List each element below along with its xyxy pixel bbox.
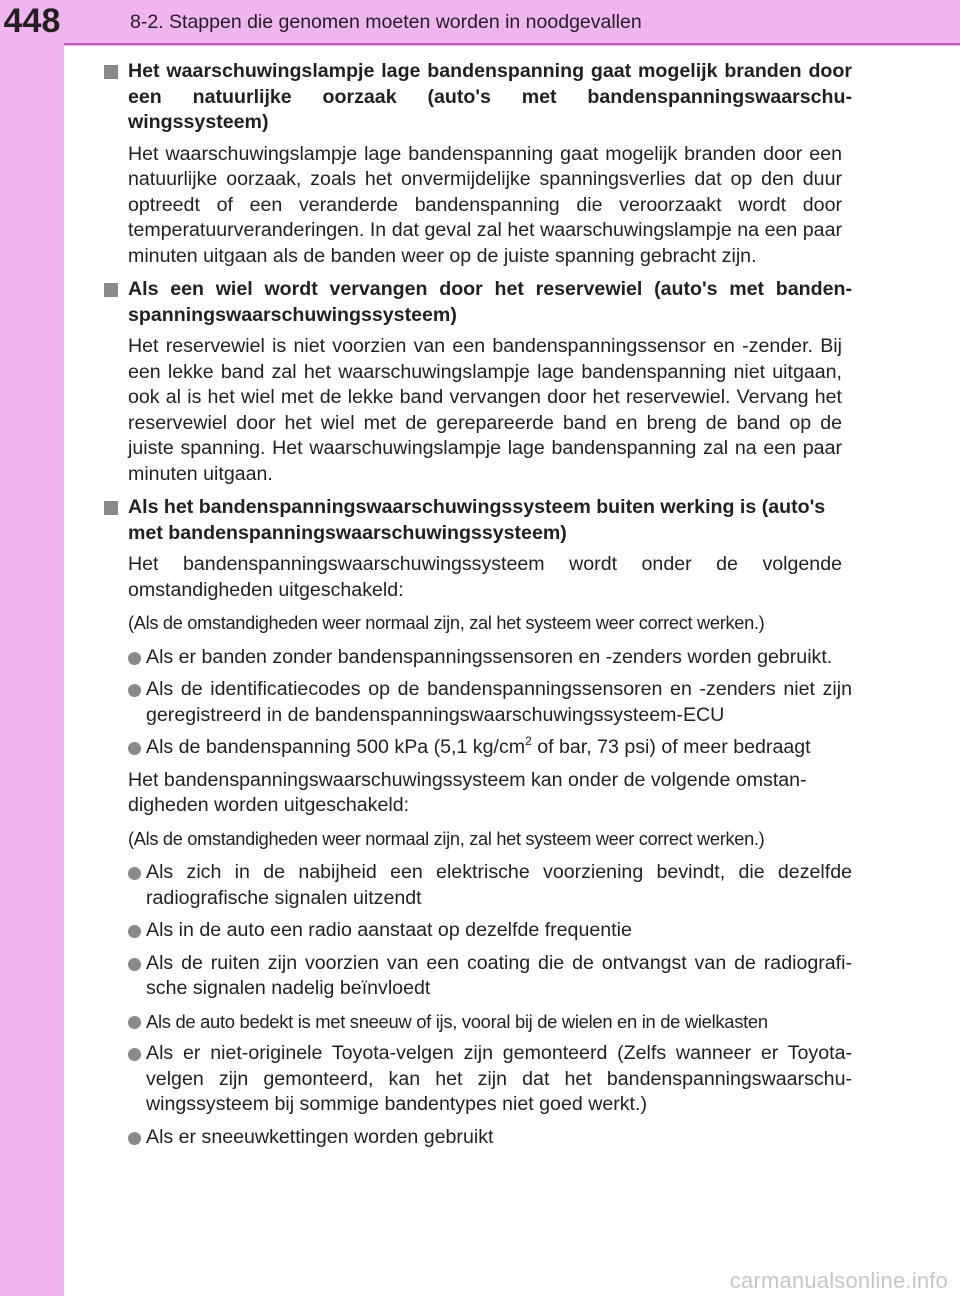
list-item: Als de ruiten zijn voorzien van een coating die de ontvangst van de radiografi-sche signalen nadelig beïnvloedt	[128, 951, 852, 1002]
list-item: Als de auto bedekt is met sneeuw of ijs, vooral bij de wielen en in de wielkasten	[128, 1009, 852, 1035]
watermark: carmanualsonline.info	[729, 1268, 948, 1293]
list-item: Als de bandenspanning 500 kPa (5,1 $kg/cm^2$ of bar, 73 psi) of meer bedraagt	[128, 735, 852, 761]
round-bullet-icon	[128, 867, 141, 880]
section-heading: Het waarschuwingslampje lage bandenspanning gaat mogelijk branden door een natuurlijke oorzaak (auto's met bandenspanningswaarschu-wingssysteem)	[104, 59, 852, 136]
section-note: (Als de omstandigheden weer normaal zijn, zal het systeem weer correct werken.)	[128, 828, 765, 849]
section-note: (Als de omstandigheden weer normaal zijn, zal het systeem weer correct werken.)	[128, 613, 765, 633]
round-bullet-icon	[128, 1016, 141, 1029]
round-bullet-icon	[128, 1132, 141, 1145]
page-number: 448	[3, 2, 61, 40]
list-item: Als zich in de nabijheid een elektrische voorziening bevindt, die dezelfde radiografische signalen uitzendt	[128, 860, 852, 911]
section-heading: Als het bandenspanningswaarschuwingssysteem buiten werking is (auto's met bandenspanningswaarschuwingssysteem)	[104, 495, 852, 546]
sidebar-tab	[0, 0, 64, 1296]
square-bullet-icon	[104, 283, 118, 297]
list-item: Als er banden zonder bandenspanningssensoren en -zenders worden gebruikt.	[128, 645, 852, 671]
list-item: Als er sneeuwkettingen worden gebruikt	[128, 1125, 852, 1151]
section-intro: Het bandenspanningswaarschuwingssysteem wordt onder de volgende omstandigheden uitgeschakeld:	[128, 553, 842, 601]
round-bullet-icon	[128, 652, 141, 665]
round-bullet-icon	[128, 684, 141, 697]
section-body: Het reservewiel is niet voorzien van een bandenspanningssensor en -zender. Bij een lekke band zal het waarschuwingslampje lage bandenspanning niet uitgaan, ook al is het wiel met de lekke band vervangen door het reservewiel. Vervang het reservewiel door het wiel met de gerepareerde band en breng de band op de juiste spanning. Het waarschuwingslampje lage bandenspanning zal na een paar minuten uitgaan.	[128, 335, 842, 485]
square-bullet-icon	[104, 501, 118, 515]
chapter-title: 8-2. Stappen die genomen moeten worden in noodgevallen	[130, 11, 642, 33]
section-body: Het waarschuwingslampje lage bandenspanning gaat mogelijk branden door een natuurlijke oorzaak, zoals het onvermijdelijke spanningsverlies dat op den duur optreedt of een veranderde bandenspanning die veroorzaakt wordt door temperatuurveranderingen. In dat geval zal het waarschuwingslampje na een paar minuten uitgaan als de banden weer op de juiste spanning gebracht zijn.	[128, 142, 842, 267]
section-intro: Het bandenspanningswaarschuwingssysteem kan onder de volgende omstan-digheden worden uitgeschakeld:	[128, 768, 807, 816]
round-bullet-icon	[128, 1048, 141, 1061]
list-item: Als in de auto een radio aanstaat op dezelfde frequentie	[128, 918, 852, 944]
superscript: 2	[525, 734, 532, 748]
round-bullet-icon	[128, 742, 141, 755]
round-bullet-icon	[128, 925, 141, 938]
page-content	[104, 59, 852, 1157]
round-bullet-icon	[128, 958, 141, 971]
list-item: Als de identificatiecodes op de bandenspanningssensoren en -zenders niet zijn geregistreerd in de bandenspanningswaarschuwingssysteem-ECU	[128, 677, 852, 728]
section-heading: Als een wiel wordt vervangen door het reservewiel (auto's met banden-spanningswaarschuwingssysteem)	[104, 277, 852, 328]
square-bullet-icon	[104, 65, 118, 79]
list-item: Als er niet-originele Toyota-velgen zijn gemonteerd (Zelfs wanneer er Toyota-velgen zijn gemonteerd, kan het zijn dat het bandenspanningswaarschu-wingssysteem bij sommige bandentypes niet goed werkt.)	[128, 1041, 852, 1118]
header-rule	[64, 43, 960, 45]
